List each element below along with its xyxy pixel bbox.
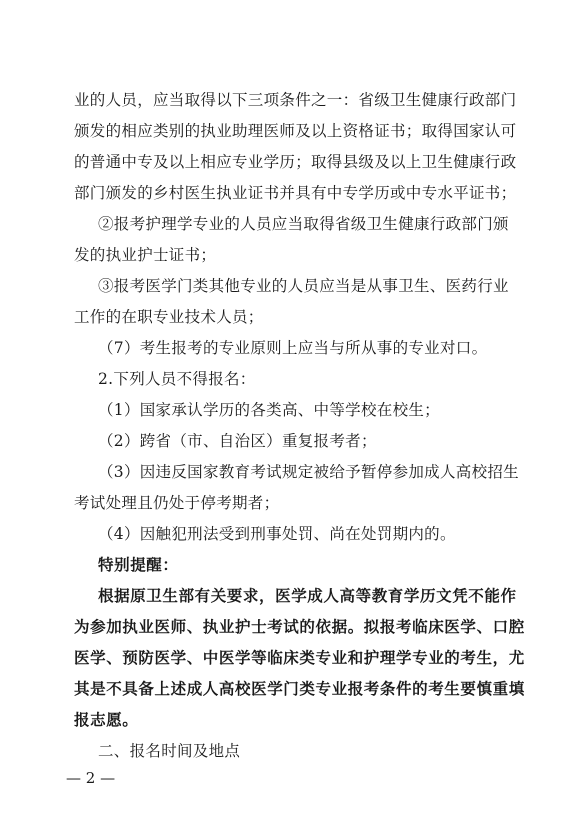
page-number: — 2 — [66, 769, 116, 787]
list-item-3-cont: 工作的在职专业技术人员； [74, 308, 264, 326]
list-item-2-cont: 发的执业护士证书； [74, 246, 217, 264]
restriction-2: （2）跨省（市、自治区）重复报考者； [98, 432, 377, 450]
list-item-2: ②报考护理学专业的人员应当取得省级卫生健康行政部门颁 [98, 215, 509, 233]
special-reminder-line: 报志愿。 [74, 711, 139, 729]
section-2-title: 2.下列人员不得报名： [98, 370, 256, 388]
restriction-3-cont: 考试处理且仍处于停考期者； [74, 494, 280, 512]
paragraph-line: 部门颁发的乡村医生执业证书并具有中专学历或中专水平证书； [74, 184, 517, 202]
special-reminder-line: 其是不具备上述成人高校医学门类专业报考条件的考生要慎重填 [74, 680, 525, 698]
restriction-1: （1）国家承认学历的各类高、中等学校在校生； [98, 401, 440, 419]
restriction-3: （3）因违反国家教育考试规定被给予暂停参加成人高校招生 [98, 463, 519, 481]
restriction-4: （4）因触犯刑法受到刑事处罚、尚在处罚期内的。 [98, 525, 456, 543]
special-reminder-title: 特别提醒： [98, 556, 179, 574]
list-item-3: ③报考医学门类其他专业的人员应当是从事卫生、医药行业 [98, 277, 509, 295]
next-section-title: 二、报名时间及地点 [98, 742, 241, 760]
special-reminder-line: 医学、预防医学、中医学等临床类专业和护理学专业的考生，尤 [74, 649, 525, 667]
paragraph-line: 的普通中专及以上相应专业学历；取得县级及以上卫生健康行政 [74, 153, 517, 171]
special-reminder-line: 为参加执业医师、执业护士考试的依据。拟报考临床医学、口腔 [74, 618, 525, 636]
list-item-7: （7）考生报考的专业原则上应当与所从事的专业对口。 [98, 339, 488, 357]
paragraph-line: 业的人员，应当取得以下三项条件之一：省级卫生健康行政部门 [74, 91, 517, 109]
paragraph-line: 颁发的相应类别的执业助理医师及以上资格证书；取得国家认可 [74, 122, 517, 140]
special-reminder-line: 根据原卫生部有关要求，医学成人高等教育学历文凭不能作 [98, 587, 517, 605]
